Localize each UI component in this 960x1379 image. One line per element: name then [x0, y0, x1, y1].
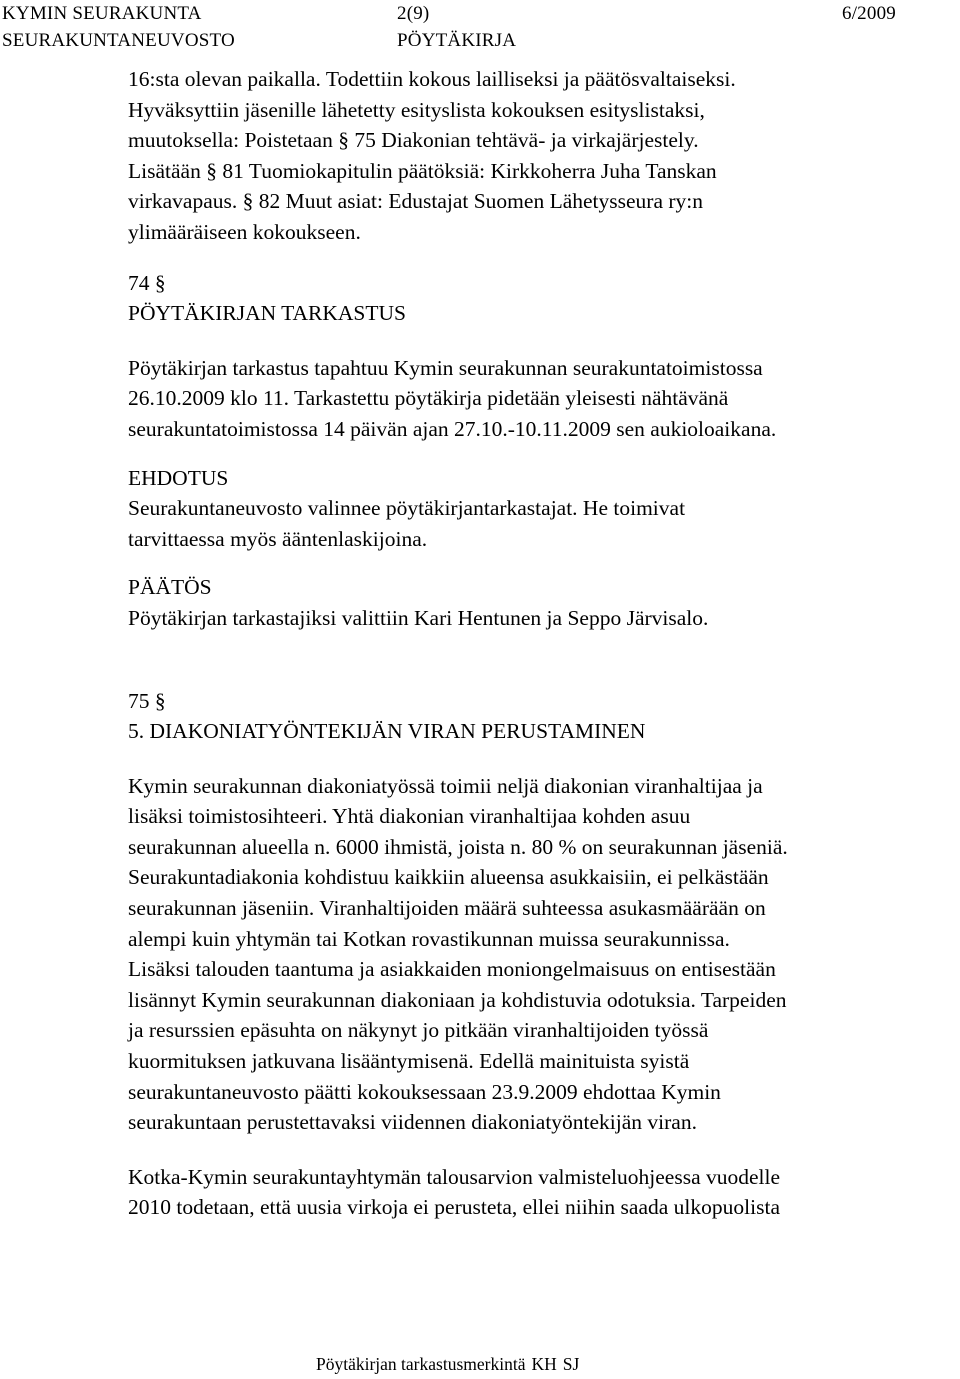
section-74-body [128, 353, 953, 445]
intro-line: Lisätään § 81 Tuomiokapitulin päätöksiä: Kirkkoherra Juha Tanskan [128, 158, 717, 183]
header-row-1 [2, 0, 942, 27]
body-line: seurakuntatoimistossa 14 päivän ajan 27.10.-10.11.2009 sen aukioloaikana. [128, 416, 777, 441]
section-75 [128, 686, 953, 1224]
header-row-2 [2, 27, 942, 54]
page-header [2, 0, 942, 54]
body-line: 26.10.2009 klo 11. Tarkastettu pöytäkirja pidetään yleisesti nähtävänä [128, 386, 729, 411]
council-name: SEURAKUNTANEUVOSTO [2, 30, 235, 51]
body-line: seurakuntaneuvosto päätti kokouksessaan 23.9.2009 ehdottaa Kymin [128, 1079, 721, 1104]
body-line: seurakunnan alueella n. 6000 ihmistä, joista n. 80 % on seurakunnan jäseniä. [128, 834, 788, 859]
inspector-initials: KH [531, 1354, 557, 1374]
proposal-line: Seurakuntaneuvosto valinnee pöytäkirjantarkastajat. He toimivat [128, 496, 686, 521]
intro-line: Hyväksyttiin jäsenille lähetetty esityslista kokouksen esityslistaksi, [128, 97, 705, 122]
decision-line: Pöytäkirjan tarkastajiksi valittiin Kari Hentunen ja Seppo Järvisalo. [128, 605, 709, 630]
body-line: seurakuntaan perustettavaksi viidennen diakoniatyöntekijän viran. [128, 1110, 697, 1135]
body-line: Kotka-Kymin seurakuntayhtymän talousarvion valmisteluohjeessa vuodelle [128, 1164, 781, 1189]
body-line: lisäksi toimistosihteeri. Yhtä diakonian viranhaltijaa kohden asuu [128, 804, 691, 829]
body-line: lisännyt Kymin seurakunnan diakoniaan ja kohdistuvia odotuksia. Tarpeiden [128, 987, 787, 1012]
proposal-block [128, 463, 953, 555]
document-type: PÖYTÄKIRJA [397, 30, 517, 51]
section-title: PÖYTÄKIRJAN TARKASTUS [128, 301, 407, 326]
intro-line: muutoksella: Poistetaan § 75 Diakonian tehtävä- ja virkajärjestely. [128, 128, 699, 153]
inspector-initials: SJ [562, 1354, 580, 1374]
body-line: ja resurssien epäsuhta on näkynyt jo pitkään viranhaltijoiden työssä [128, 1018, 709, 1043]
section-number: 75 § [128, 688, 166, 713]
decision-block [128, 572, 953, 633]
body-line: Seurakuntadiakonia kohdistuu kaikkiin alueensa asukkaisiin, ei pelkästään [128, 865, 769, 890]
page-number: 2(9) [397, 3, 430, 24]
body-line: 2010 todetaan, että uusia virkoja ei perusteta, ellei niihin saada ulkopuolista [128, 1195, 780, 1220]
body-line: Pöytäkirjan tarkastus tapahtuu Kymin seurakunnan seurakuntatoimistossa [128, 355, 763, 380]
inspection-footer [316, 1352, 585, 1376]
section-75-paragraph-1 [128, 771, 953, 1138]
section-title: 5. DIAKONIATYÖNTEKIJÄN VIRAN PERUSTAMINEN [128, 719, 646, 744]
intro-line: virkavapaus. § 82 Muut asiat: Edustajat Suomen Lähetysseura ry:n [128, 189, 703, 214]
document-body [128, 64, 953, 1223]
intro-line: 16:sta olevan paikalla. Todettiin kokous lailliseksi ja päätösvaltaiseksi. [128, 67, 736, 91]
section-74 [128, 268, 953, 634]
body-line: alempi kuin yhtymän tai Kotkan rovastikunnan muissa seurakunnissa. [128, 926, 730, 951]
proposal-label: EHDOTUS [128, 465, 229, 490]
inspection-label: Pöytäkirjan tarkastusmerkintä [316, 1354, 526, 1374]
organization-name: KYMIN SEURAKUNTA [2, 3, 202, 24]
decision-label: PÄÄTÖS [128, 575, 212, 600]
proposal-line: tarvittaessa myös ääntenlaskijoina. [128, 526, 428, 551]
issue-number: 6/2009 [842, 3, 896, 24]
body-line: seurakunnan jäseniin. Viranhaltijoiden määrä suhteessa asukasmäärään on [128, 896, 766, 921]
section-number: 74 § [128, 270, 166, 295]
section-75-paragraph-2 [128, 1162, 953, 1223]
body-line: Lisäksi talouden taantuma ja asiakkaiden moniongelmaisuus on entisestään [128, 957, 776, 982]
intro-paragraph [128, 64, 953, 248]
body-line: kuormituksen jatkuvana lisääntymisenä. Edellä mainituista syistä [128, 1049, 690, 1074]
intro-line: ylimääräiseen kokoukseen. [128, 219, 361, 244]
body-line: Kymin seurakunnan diakoniatyössä toimii neljä diakonian viranhaltijaa ja [128, 773, 763, 798]
